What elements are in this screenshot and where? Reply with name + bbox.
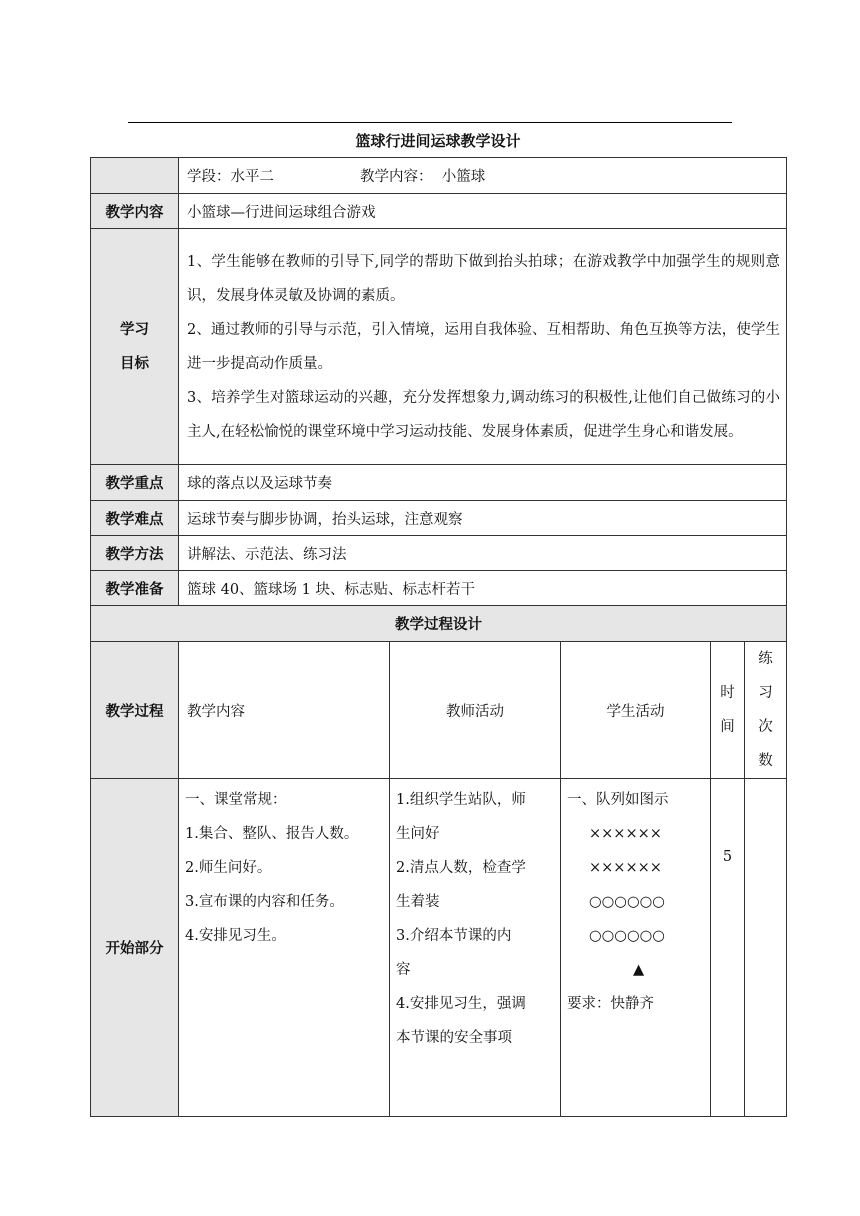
count-header-char: 次	[758, 719, 773, 735]
header-rule	[128, 122, 732, 123]
count-header-char: 练	[758, 651, 773, 667]
stage-value: 水平二	[230, 169, 274, 185]
start-content-cell	[179, 779, 390, 1117]
formation-row-o: ○○○○○○	[589, 894, 665, 910]
start-teacher-line: 2.清点人数，检查学	[396, 860, 526, 876]
teacher-header: 教师活动	[390, 642, 561, 779]
formation-requirement: 要求：快静齐	[567, 996, 654, 1012]
start-teacher-line: 4.安排见习生，强调	[396, 996, 526, 1012]
start-student-cell	[561, 779, 711, 1117]
start-content-line: 一、课堂常规：	[185, 792, 287, 808]
content-value: 小篮球	[441, 169, 486, 185]
start-phase-row	[91, 779, 787, 1117]
count-header	[745, 642, 787, 779]
goal-item: 3、培养学生对篮球运动的兴趣，充分发挥想象力,调动练习的积极性,让他们自己做练习的小主人,在轻松愉悦的课堂环境中学习运动技能、发展身体素质，促进学生身心和谐发展。	[187, 389, 781, 440]
start-teacher-line: 1.组织学生站队，师	[396, 792, 526, 808]
goals-label-line1: 学习	[120, 321, 149, 338]
formation-row-o: ○○○○○○	[589, 928, 665, 944]
formation-caption: 一、队列如图示	[567, 792, 669, 808]
formation-row-x: ××××××	[589, 860, 662, 876]
start-content-line: 3.宣布课的内容和任务。	[185, 894, 344, 910]
goals-label	[91, 229, 179, 465]
process-section-row	[91, 606, 787, 642]
time-header-char: 时	[720, 685, 735, 701]
start-teacher-line: 生着装	[396, 894, 440, 910]
difficulty-row	[91, 501, 787, 536]
content-row	[91, 194, 787, 229]
start-teacher-line: 生问好	[396, 826, 440, 842]
process-header: 教学过程	[91, 642, 179, 779]
count-header-char: 习	[758, 685, 773, 701]
preparation-row	[91, 571, 787, 606]
content-header: 教学内容	[179, 642, 390, 779]
content-label: 教学内容：	[360, 169, 433, 185]
start-teacher-line: 3.介绍本节课的内	[396, 928, 512, 944]
student-header: 学生活动	[561, 642, 711, 779]
count-header-char: 数	[758, 753, 773, 769]
start-teacher-cell	[390, 779, 561, 1117]
key-point-row	[91, 465, 787, 501]
goals-text	[179, 229, 787, 465]
time-header-char: 间	[720, 719, 735, 735]
start-content-line: 4.安排见习生。	[185, 928, 286, 944]
document-title: 篮球行进间运球教学设计	[355, 132, 521, 150]
difficulty-label: 教学难点	[91, 501, 179, 536]
method-label: 教学方法	[91, 536, 179, 571]
process-section-title: 教学过程设计	[91, 606, 787, 642]
start-count	[745, 779, 787, 1117]
goal-item: 2、通过教师的引导与示范，引入情境，运用自我体验、互相帮助、角色互换等方法，使学生进一步提高动作质量。	[187, 321, 781, 372]
start-content-line: 2.师生问好。	[185, 860, 272, 876]
goals-label-line2: 目标	[120, 355, 149, 372]
teacher-triangle-icon: ▲	[633, 962, 645, 978]
preparation-label: 教学准备	[91, 571, 179, 606]
goal-item: 1、学生能够在教师的引导下,同学的帮助下做到抬头拍球；在游戏教学中加强学生的规则意识，发展身体灵敏及协调的素质。	[187, 253, 781, 304]
method-row	[91, 536, 787, 571]
content-row-label: 教学内容	[91, 194, 179, 229]
method-value: 讲解法、示范法、练习法	[179, 536, 787, 571]
start-time: 5	[711, 779, 745, 1117]
key-point-label: 教学重点	[91, 465, 179, 501]
formation-row-x: ××××××	[589, 826, 662, 842]
info-cell	[179, 158, 787, 194]
start-teacher-line: 本节课的安全事项	[396, 1030, 512, 1046]
info-row	[91, 158, 787, 194]
content-row-value: 小篮球—行进间运球组合游戏	[179, 194, 787, 229]
goals-row	[91, 229, 787, 465]
stage-label: 学段：	[187, 169, 231, 185]
start-phase-label: 开始部分	[91, 779, 179, 1117]
time-header	[711, 642, 745, 779]
difficulty-value: 运球节奏与脚步协调，抬头运球，注意观察	[179, 501, 787, 536]
preparation-value: 篮球 40、篮球场 1 块、标志贴、标志杆若干	[179, 571, 787, 606]
lesson-plan-table	[90, 157, 787, 1117]
start-teacher-line: 容	[396, 962, 411, 978]
key-point-value: 球的落点以及运球节奏	[179, 465, 787, 501]
info-label-cell	[91, 158, 179, 194]
process-header-row	[91, 642, 787, 779]
start-content-line: 1.集合、整队、报告人数。	[185, 826, 359, 842]
